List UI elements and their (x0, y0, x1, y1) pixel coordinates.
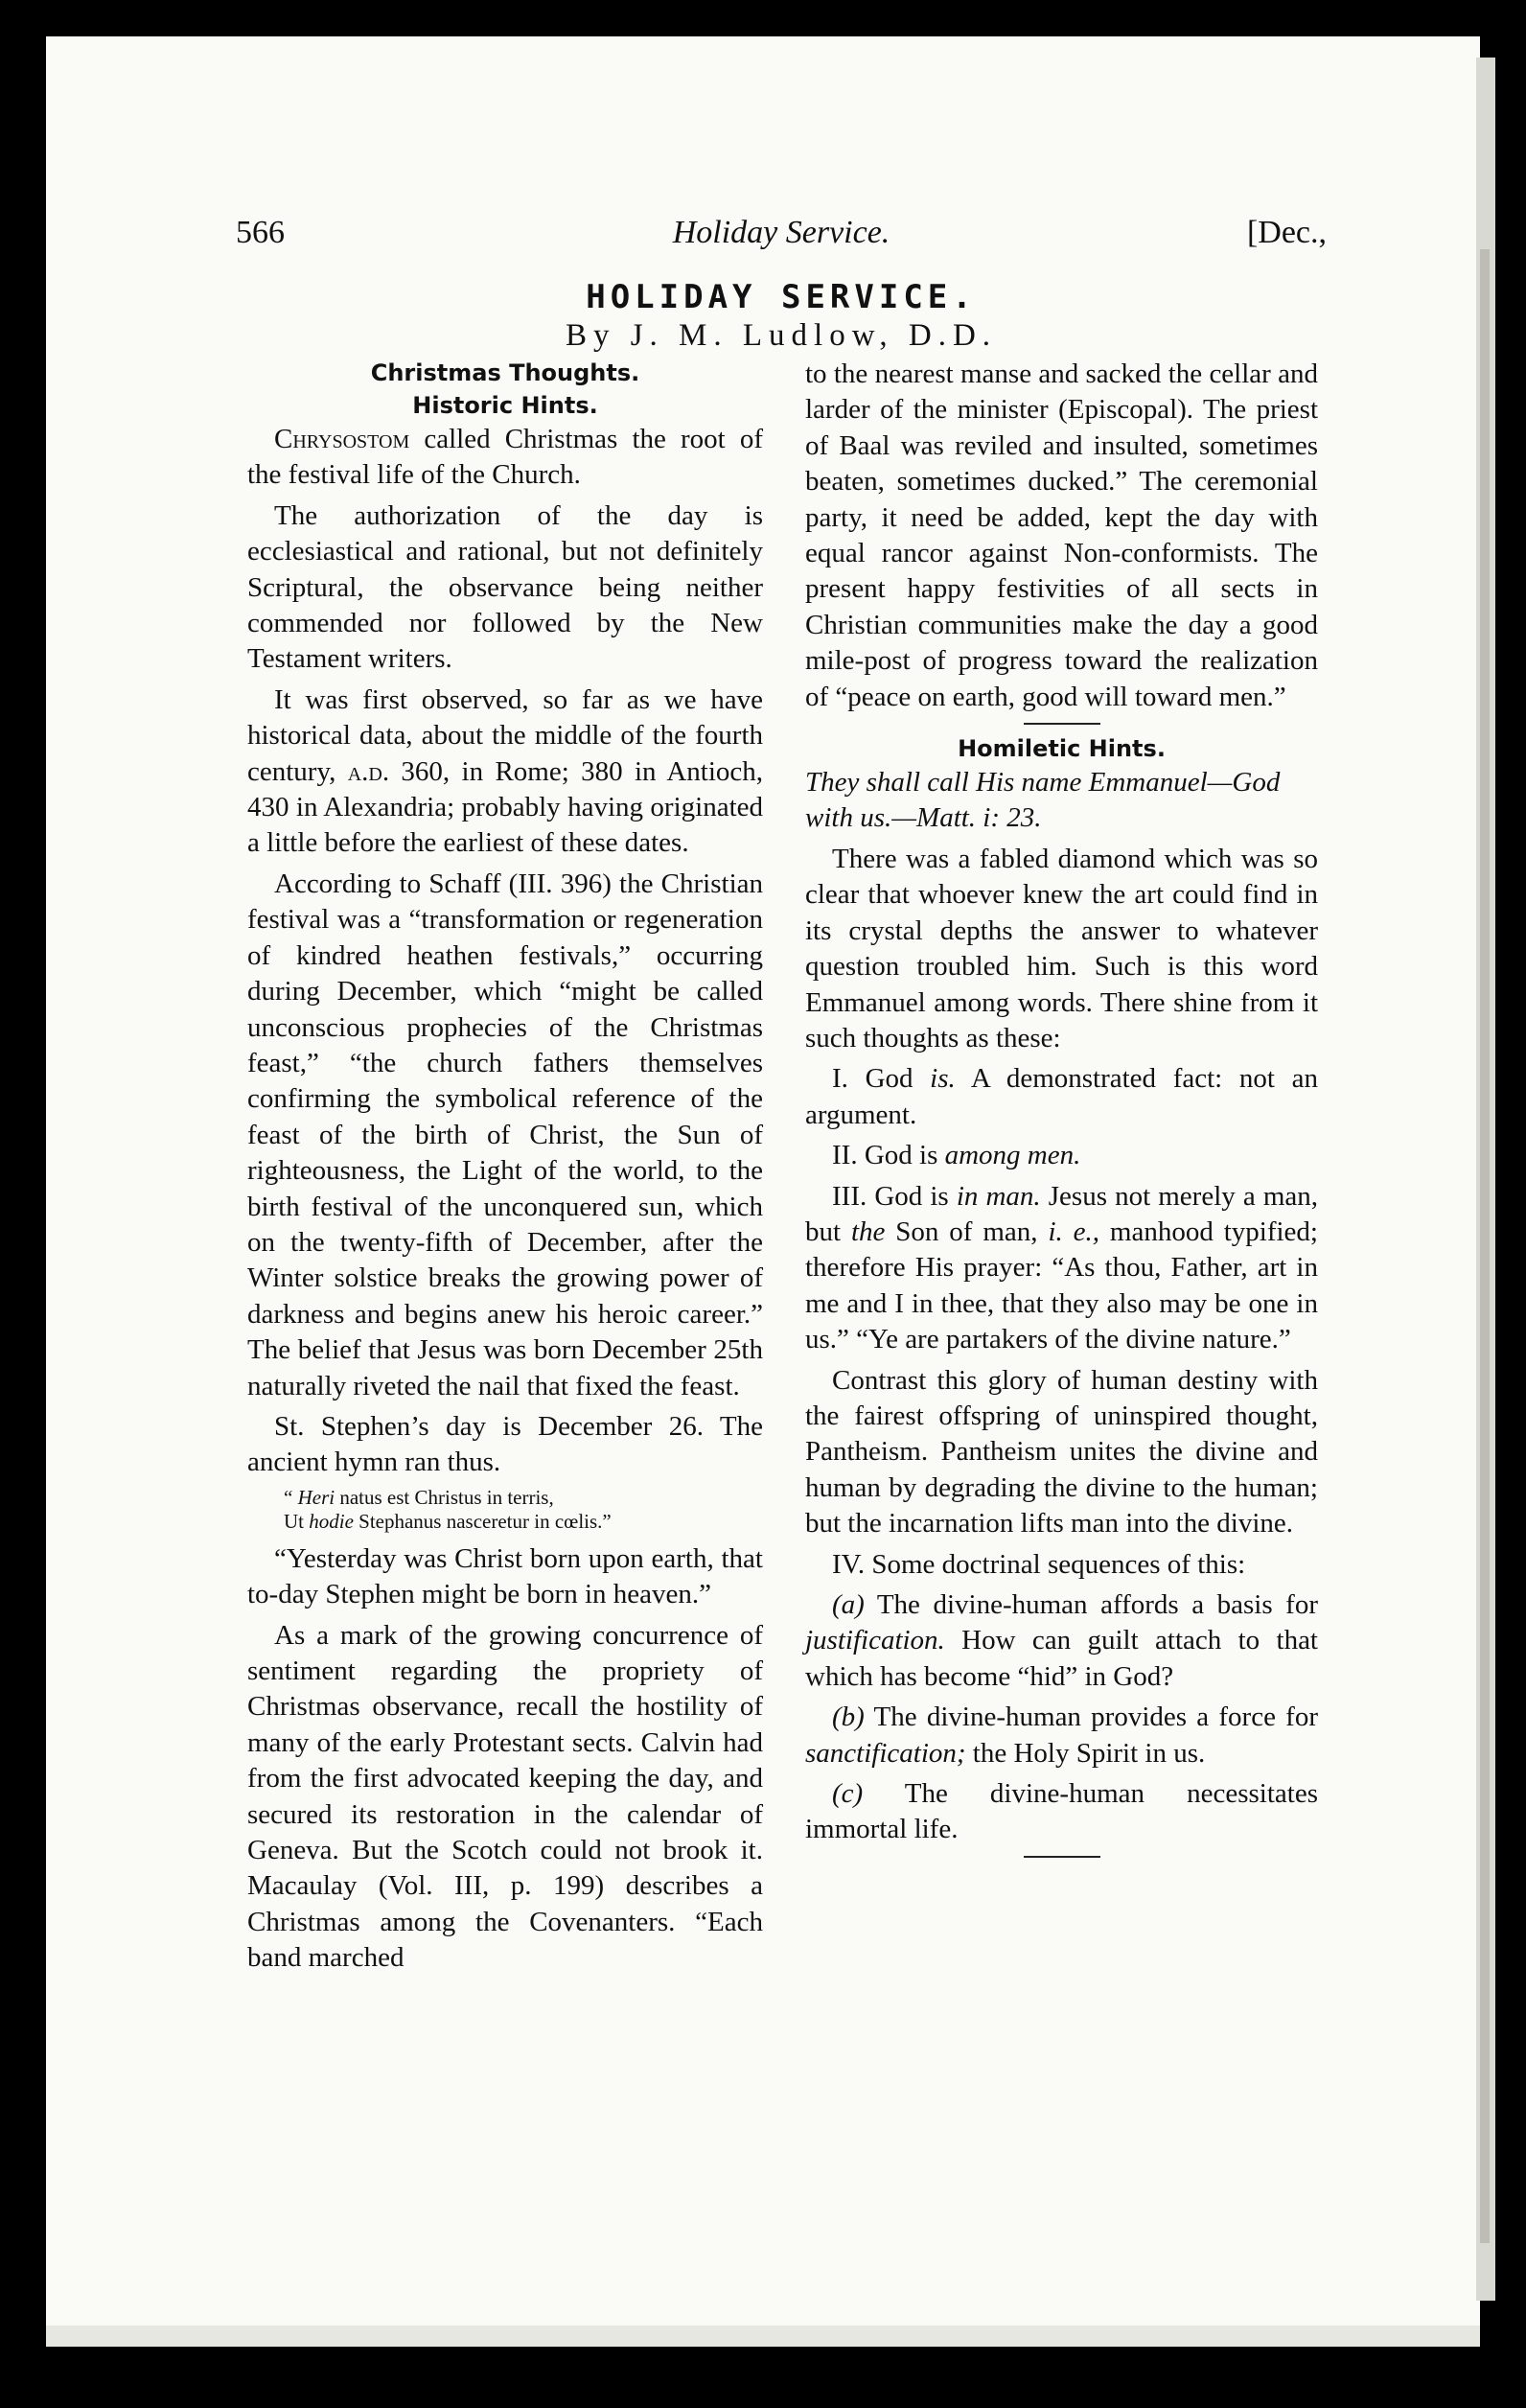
item-emphasis: justification. (805, 1625, 945, 1656)
verse-line (284, 1510, 763, 1534)
paragraph: “Yesterday was Christ born upon earth, that to-day Stephen might be born in heaven.” (247, 1542, 763, 1610)
point-one (805, 1061, 1318, 1133)
paragraph: St. Stephen’s day is December 26. The ancient hymn ran thus. (247, 1410, 763, 1478)
verse-word: hodie (309, 1509, 354, 1533)
article-title: HOLIDAY SERVICE. (586, 278, 977, 316)
item-text: the Holy Spirit in us. (965, 1737, 1206, 1769)
epigraph (805, 765, 1318, 837)
paragraph-text: 360, in Rome; 380 in Antioch, 430 in Alexandria; probably having originated a little before the earliest of these dates. (247, 755, 763, 859)
paragraph: According to Schaff (III. 396) the Christian festival was a “transformation or regeneration of kindred heathen festivals,” occurring during December, which “might be called unconscious prophecies of the Christmas feast,” “the church fathers themselves confirming the symbolical reference of the feast of the birth of Christ, the Sun of righteousness, the Light of the world, to the birth festival of the unconquered sun, which on the twenty-fifth of December, after the Winter solstice breaks the growing power of darkness and begins anew his heroic career.” The belief that Jesus was born December 25th naturally riveted the nail that fixed the feast. (247, 868, 763, 1401)
item-text: The divine-human necessitates immortal life. (805, 1778, 1318, 1845)
latin-verse (284, 1486, 763, 1534)
point-four: IV. Some doctrinal sequences of this: (832, 1548, 1246, 1580)
epigraph-text: They shall call His name Emmanuel—God with us. (805, 767, 1281, 834)
end-divider (1024, 1856, 1100, 1858)
point-text: III. God is (832, 1180, 957, 1212)
running-title: Holiday Service. (672, 215, 890, 250)
paragraph: Contrast this glory of human destiny with the fairest offspring of uninspired thought, Pantheism. Pantheism unites the divine and human by degrading the divine to the human; but the incarnation lifts man into the divine. (805, 1364, 1318, 1540)
point-text: Son of man, (885, 1216, 1049, 1247)
point-text: II. God is (832, 1140, 945, 1171)
item-text: The divine-human affords a basis for (864, 1589, 1318, 1620)
item-text: How can guilt attach to that which has become “hid” in God? (805, 1625, 1318, 1692)
paragraph: The authorization of the day is ecclesiastical and rational, but not definitely Scriptural, the observance being neither commended nor followed by the New Testament writers. (247, 499, 763, 675)
verse-word: Heri (297, 1485, 335, 1509)
item-label: (a) (832, 1589, 865, 1620)
paragraph (247, 683, 763, 862)
verse-line (284, 1486, 763, 1510)
right-column (805, 357, 1318, 1865)
page-edge-shadow (1480, 249, 1490, 2243)
paragraph: to the nearest manse and sacked the cellar and larder of the minister (Episcopal). The priest of Baal was reviled and insulted, sometimes beaten, sometimes ducked.” The ceremonial party, it need be added, kept the day with equal rancor against Non-conformists. The present happy festivities of all sects in Christian communities make the day a good mile-post of progress toward the realization of “peace on earth, good will toward men.” (805, 359, 1318, 712)
left-column (247, 357, 763, 1981)
paragraph-text: It was first observed, so far as we have historical data, about the middle of the fourth century, (247, 683, 763, 787)
sequence-a (805, 1587, 1318, 1695)
era-abbrev: a.d. (347, 755, 390, 787)
sequence-c (805, 1776, 1318, 1848)
item-label: (c) (832, 1778, 864, 1810)
verse-text: natus est Christus in terris, (335, 1485, 554, 1509)
point-two (805, 1138, 1318, 1173)
point-emphasis: in man. (956, 1180, 1041, 1212)
point-text: Jesus not merely a man, but (805, 1180, 1319, 1247)
section-divider (1024, 723, 1100, 725)
paragraph: There was a fabled diamond which was so clear that whoever knew the art could find in its crystal depths the answer to whatever question troubled him. Such is this word Emmanuel among words. There shine from it such thoughts as these: (805, 843, 1318, 1054)
item-label: (b) (832, 1702, 865, 1733)
sequence-b (805, 1700, 1318, 1771)
epigraph-reference: —Matt. i: 23. (891, 802, 1042, 834)
item-text: The divine-human provides a force for (864, 1702, 1318, 1733)
page-bottom-edge (46, 2326, 1480, 2347)
point-text: A demonstrated fact: not an argument. (805, 1063, 1318, 1130)
point-text: I. God (832, 1063, 931, 1095)
point-text: manhood typified; therefore His prayer: “As thou, Father, art in me and I in thee, that they also may be one in us.” “Ye are partakers of the divine nature.” (805, 1216, 1318, 1355)
article-byline: By J. M. Ludlow, D.D. (565, 318, 998, 353)
verse-quote: “ (284, 1485, 298, 1509)
paragraph-text: called Christmas the root of the festival life of the Church. (247, 424, 763, 491)
page-number: 566 (236, 215, 285, 250)
point-emphasis: among men. (944, 1140, 1081, 1171)
point-three (805, 1179, 1318, 1358)
item-emphasis: sanctification; (805, 1737, 966, 1769)
running-header (236, 215, 1327, 261)
verse-text: Stephanus nasceretur in cœlis.” (353, 1509, 612, 1533)
point-emphasis: the (850, 1216, 886, 1247)
point-emphasis: is. (930, 1063, 956, 1095)
paragraph: As a mark of the growing concurrence of sentiment regarding the propriety of Christmas observance, recall the hostility of many of the early Protestant sects. Calvin had from the first advocated keeping the day, and secured its restoration in the calendar of Geneva. But the Scotch could not brook it. Macaulay (Vol. III, p. 199) describes a Christmas among the Covenanters. “Each band marched (247, 1619, 763, 1974)
section-heading: Christmas Thoughts. (370, 359, 640, 386)
subsection-heading: Historic Hints. (412, 392, 598, 419)
subsection-heading: Homiletic Hints. (958, 735, 1166, 763)
verse-text: Ut (284, 1509, 310, 1533)
lead-word: Chrysostom (274, 424, 410, 454)
point-emphasis: i. e., (1048, 1216, 1100, 1247)
paragraph (247, 422, 763, 494)
header-month: [Dec., (1246, 215, 1327, 250)
